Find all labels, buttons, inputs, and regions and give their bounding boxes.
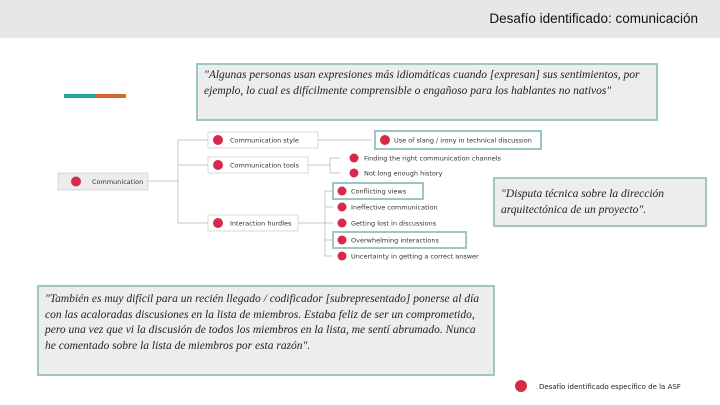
flower-icon: [71, 177, 81, 187]
connector-root-hurdles: [178, 181, 208, 223]
connector-hurdles-uncertainty: [325, 240, 333, 256]
tree-leaf-slang-irony: [375, 131, 541, 149]
flower-icon: [213, 218, 223, 228]
tree-leaf-ineffective: [338, 203, 438, 212]
flower-icon: [380, 135, 390, 145]
tree-leaf-label: Getting lost in discussions: [351, 219, 437, 228]
tree-node-communication-tools: [208, 157, 308, 173]
quote-technical-dispute: "Disputa técnica sobre la dirección arquitectónica de un proyecto".: [493, 177, 707, 227]
tree-leaf-label: Not long enough history: [364, 169, 443, 178]
tree-leaf-getting-lost: [338, 219, 437, 228]
connector-tools-history: [330, 165, 340, 173]
tree-leaf-label: Ineffective communication: [351, 203, 438, 212]
tree-node-communication-style: [208, 132, 318, 148]
quote-idiomatic-expressions: "Algunas personas usan expresiones más idiomáticas cuando [expresan] sus sentimientos, por ejemplo, lo cual es difícilmente comprensible o engañoso para los hablantes no nativos": [196, 63, 658, 121]
connector-root-style: [148, 140, 208, 181]
flower-icon: [213, 135, 223, 145]
tree-leaf-label: Uncertainty in getting a correct answer: [351, 252, 479, 261]
tree-leaf-label: Overwhelming interactions: [351, 236, 439, 245]
flower-icon: [338, 187, 347, 196]
flower-icon: [338, 252, 347, 261]
tree-leaf-conflicting-views: [333, 183, 423, 199]
tree-leaf-label: Use of slang / irony in technical discussion: [394, 136, 532, 145]
flower-icon: [350, 169, 359, 178]
tree-node-root: [58, 173, 148, 190]
flower-icon: [338, 236, 347, 245]
tree-node-label: Communication style: [230, 136, 299, 145]
tree-node-label: Communication tools: [230, 161, 299, 170]
tree-node-interaction-hurdles: [208, 215, 298, 231]
flower-icon: [515, 380, 527, 392]
tree-leaf-label: Finding the right communication channels: [364, 154, 501, 163]
tree-leaf-label: Conflicting views: [351, 187, 407, 196]
connector-tools-channels: [308, 158, 340, 165]
flower-icon: [338, 219, 347, 228]
tree-leaf-overwhelming: [333, 232, 466, 248]
quote-newcomer-overwhelmed: "También es muy difícil para un recién llegado / codificador [subrepresentado] ponerse al día con las acaloradas discusiones en la lista de miembros. Estaba feliz de ser un comprometido, pero una vez que vi la discusión de todos los miembros en la lista, me sentí abrumado. Nunca he comentado sobre la lista de miembros por esta razón".: [37, 285, 495, 376]
tree-node-label: Interaction hurdles: [230, 219, 292, 228]
connector-hurdles-overwhelming: [325, 223, 333, 240]
tree-leaf-history: [350, 169, 443, 178]
flower-icon: [338, 203, 347, 212]
tree-leaf-right-channels: [350, 154, 502, 163]
flower-icon: [213, 160, 223, 170]
tree-node-label: Communication: [92, 178, 144, 186]
tree-leaf-uncertainty: [338, 252, 480, 261]
footer-legend: Desafío identificado específico de la ASF: [539, 383, 681, 391]
slide-title: Desafío identificado: comunicación: [489, 11, 698, 26]
flower-icon: [350, 154, 359, 163]
